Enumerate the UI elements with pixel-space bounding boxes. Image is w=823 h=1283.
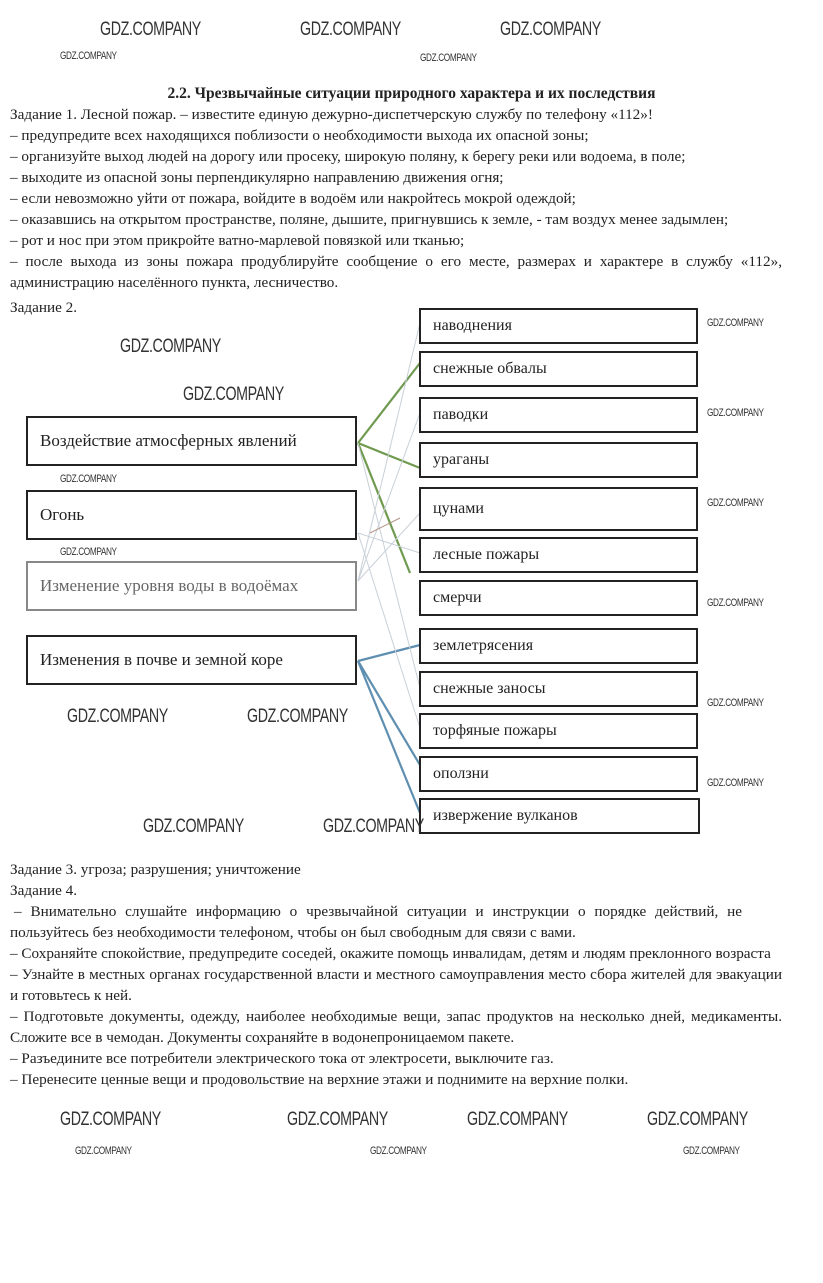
task4-item: – Разъедините все потребители электрического тока от электросети, выключите газ. bbox=[10, 1050, 554, 1067]
task4-item: – Подготовьте документы, одежду, наиболее необходимые вещи, запас продуктов на несколько дней, медикаменты. Сложите все в чемодан. Документы сохраняйте в водонепроницаемом пакете. bbox=[10, 1008, 782, 1046]
link-line bbox=[370, 518, 400, 533]
watermark-text: GDZ.COMPANY bbox=[100, 19, 201, 40]
phenomenon-box: снежные заносы bbox=[419, 671, 698, 707]
watermark-text: GDZ.COMPANY bbox=[143, 816, 244, 837]
category-box: Воздействие атмосферных явлений bbox=[26, 416, 357, 466]
link-line bbox=[358, 661, 420, 765]
task2-diagram bbox=[0, 297, 823, 859]
task4-item: – Внимательно слушайте информацию о чрезвычайной ситуации и инструкции о порядке действий, не пользуйтесь без необходимости телефоном, чтобы он был свободным для связи с вами. bbox=[10, 903, 742, 941]
task4-item: – Сохраняйте спокойствие, предупредите соседей, окажите помощь инвалидам, детям и людям преклонного возраста bbox=[10, 945, 771, 962]
watermark-text: GDZ.COMPANY bbox=[683, 1145, 740, 1157]
task2-label: Задание 2. bbox=[10, 299, 78, 316]
phenomenon-box: извержение вулканов bbox=[419, 798, 700, 834]
watermark-text: GDZ.COMPANY bbox=[183, 384, 284, 405]
watermark-text: GDZ.COMPANY bbox=[247, 706, 348, 727]
watermark-text: GDZ.COMPANY bbox=[420, 52, 477, 64]
category-box: Изменения в почве и земной коре bbox=[26, 635, 357, 685]
task1-line: – организуйте выход людей на дорогу или просеку, широкую поляну, к берегу реки или водоема, в поле; bbox=[10, 148, 686, 165]
link-line bbox=[358, 443, 420, 688]
phenomenon-box: землетрясения bbox=[419, 628, 698, 664]
watermark-text: GDZ.COMPANY bbox=[67, 706, 168, 727]
link-line bbox=[358, 323, 420, 581]
watermark-text: GDZ.COMPANY bbox=[707, 597, 764, 609]
watermark-text: GDZ.COMPANY bbox=[647, 1109, 748, 1130]
task1-line: – оказавшись на открытом пространстве, поляне, дышите, пригнувшись к земле, - там воздух менее задымлен; bbox=[10, 211, 729, 228]
task1 bbox=[10, 104, 782, 293]
link-line bbox=[358, 533, 420, 728]
watermarks-bottom bbox=[0, 1090, 823, 1180]
watermark-text: GDZ.COMPANY bbox=[707, 697, 764, 709]
watermark-text: GDZ.COMPANY bbox=[60, 50, 117, 62]
task3: Задание 3. угроза; разрушения; уничтожение bbox=[10, 861, 301, 878]
phenomenon-box: цунами bbox=[419, 487, 698, 531]
watermark-text: GDZ.COMPANY bbox=[707, 777, 764, 789]
watermark-text: GDZ.COMPANY bbox=[707, 317, 764, 329]
task1-line: – выходите из опасной зоны перпендикулярно направлению движения огня; bbox=[10, 169, 504, 186]
watermark-text: GDZ.COMPANY bbox=[370, 1145, 427, 1157]
watermark-text: GDZ.COMPANY bbox=[323, 816, 424, 837]
category-box: Огонь bbox=[26, 490, 357, 540]
link-line bbox=[358, 413, 420, 581]
task1-line: – рот и нос при этом прикройте ватно-марлевой повязкой или тканью; bbox=[10, 232, 465, 249]
phenomenon-box: лесные пожары bbox=[419, 537, 698, 573]
phenomenon-box: снежные обвалы bbox=[419, 351, 698, 387]
phenomenon-box: паводки bbox=[419, 397, 698, 433]
task1-line: – если невозможно уйти от пожара, войдите в водоём или накройтесь мокрой одеждой; bbox=[10, 190, 576, 207]
phenomenon-box: наводнения bbox=[419, 308, 698, 344]
watermark-text: GDZ.COMPANY bbox=[500, 19, 601, 40]
watermark-text: GDZ.COMPANY bbox=[707, 407, 764, 419]
watermark-text: GDZ.COMPANY bbox=[707, 497, 764, 509]
task4-item: – Узнайте в местных органах государственной власти и местного самоуправления место сбора жителей для эвакуации и готовьтесь к ней. bbox=[10, 966, 782, 1004]
watermark-text: GDZ.COMPANY bbox=[300, 19, 401, 40]
watermark-text: GDZ.COMPANY bbox=[60, 546, 117, 558]
section-title: 2.2. Чрезвычайные ситуации природного характера и их последствия bbox=[167, 85, 656, 102]
watermark-text: GDZ.COMPANY bbox=[120, 336, 221, 357]
watermark-text: GDZ.COMPANY bbox=[60, 473, 117, 485]
link-line bbox=[358, 661, 420, 813]
task4-item: – Перенесите ценные вещи и продовольствие на верхние этажи и поднимите на верхние полки. bbox=[10, 1071, 629, 1088]
watermark-text: GDZ.COMPANY bbox=[75, 1145, 132, 1157]
watermarks-top bbox=[0, 0, 823, 80]
watermark-text: GDZ.COMPANY bbox=[467, 1109, 568, 1130]
task1-line: Задание 1. Лесной пожар. – известите единую дежурно-диспетчерскую службу по телефону «112»! bbox=[10, 106, 653, 123]
task4 bbox=[10, 901, 782, 1090]
phenomenon-box: ураганы bbox=[419, 442, 698, 478]
link-line bbox=[358, 363, 420, 443]
phenomenon-box: оползни bbox=[419, 756, 698, 792]
task4-label: Задание 4. bbox=[10, 882, 78, 899]
phenomenon-box: торфяные пожары bbox=[419, 713, 698, 749]
watermark-text: GDZ.COMPANY bbox=[60, 1109, 161, 1130]
task1-line: – после выхода из зоны пожара продублируйте сообщение о его месте, размерах и характере в службу «112», администрацию населённого пункта, лесничество. bbox=[10, 253, 782, 291]
task1-line: – предупредите всех находящихся поблизости о необходимости выхода их опасной зоны; bbox=[10, 127, 589, 144]
watermark-text: GDZ.COMPANY bbox=[287, 1109, 388, 1130]
category-box: Изменение уровня воды в водоёмах bbox=[26, 561, 357, 611]
phenomenon-box: смерчи bbox=[419, 580, 698, 616]
